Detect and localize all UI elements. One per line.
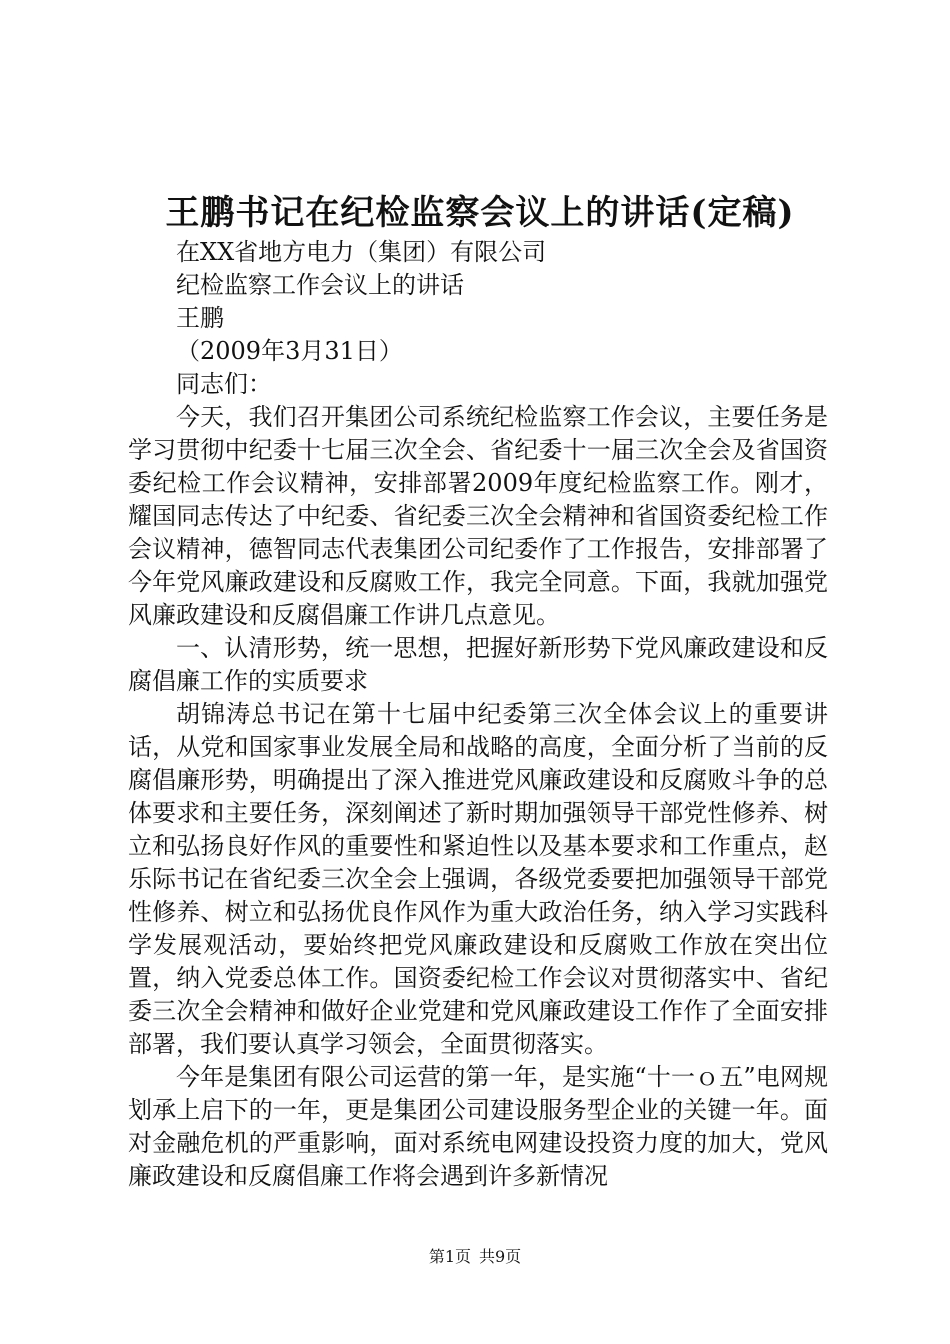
document-title: 王鹏书记在纪检监察会议上的讲话(定稿) (165, 193, 795, 233)
paragraph: 一、认清形势，统一思想，把握好新形势下党风廉政建设和反腐倡廉工作的实质要求 (128, 634, 828, 695)
paragraph: 同志们： (176, 370, 272, 398)
paragraph: 今年是集团有限公司运营的第一年，是实施“十一ｏ五”电网规划承上启下的一年，更是集团公司建设服务型企业的关键一年。面对金融危机的严重影响，面对系统电网建设投资力度的加大，党风廉政建设和反腐倡廉工作将会遇到许多新情况 (128, 1063, 828, 1190)
paragraph: （2009年3月31日） (176, 337, 403, 365)
paragraph: 纪检监察工作会议上的讲话 (176, 271, 464, 299)
paragraph: 胡锦涛总书记在第十七届中纪委第三次全体会议上的重要讲话，从党和国家事业发展全局和战略的高度，全面分析了当前的反腐倡廉形势，明确提出了深入推进党风廉政建设和反腐败斗争的总体要求和主要任务，深刻阐述了新时期加强领导干部党性修养、树立和弘扬良好作风的重要性和紧迫性以及基本要求和工作重点，赵乐际书记在省纪委三次全会上强调，各级党委要把加强领导干部党性修养、树立和弘扬优良作风作为重大政治任务，纳入学习实践科学发展观活动，要始终把党风廉政建设和反腐败工作放在突出位置，纳入党委总体工作。国资委纪检工作会议对贯彻落实中、省纪委三次全会精神和做好企业党建和党风廉政建设工作作了全面安排部署，我们要认真学习领会，全面贯彻落实。 (128, 700, 828, 1058)
paragraph: 王鹏 (176, 304, 224, 332)
paragraph: 今天，我们召开集团公司系统纪检监察工作会议，主要任务是学习贯彻中纪委十七届三次全会、省纪委十一届三次全会及省国资委纪检工作会议精神，安排部署2009年度纪检监察工作。刚才，耀国同志传达了中纪委、省纪委三次全会精神和省国资委纪检工作会议精神，德智同志代表集团公司纪委作了工作报告，安排部署了今年党风廉政建设和反腐败工作，我完全同意。下面，我就加强党风廉政建设和反腐倡廉工作讲几点意见。 (128, 403, 828, 629)
paragraph: 在XX省地方电力（集团）有限公司 (176, 238, 547, 266)
page-footer (0, 1244, 950, 1267)
page-total: 共9页 (479, 1247, 522, 1266)
document-body (128, 236, 828, 1193)
page-number: 第1页 (428, 1247, 471, 1266)
